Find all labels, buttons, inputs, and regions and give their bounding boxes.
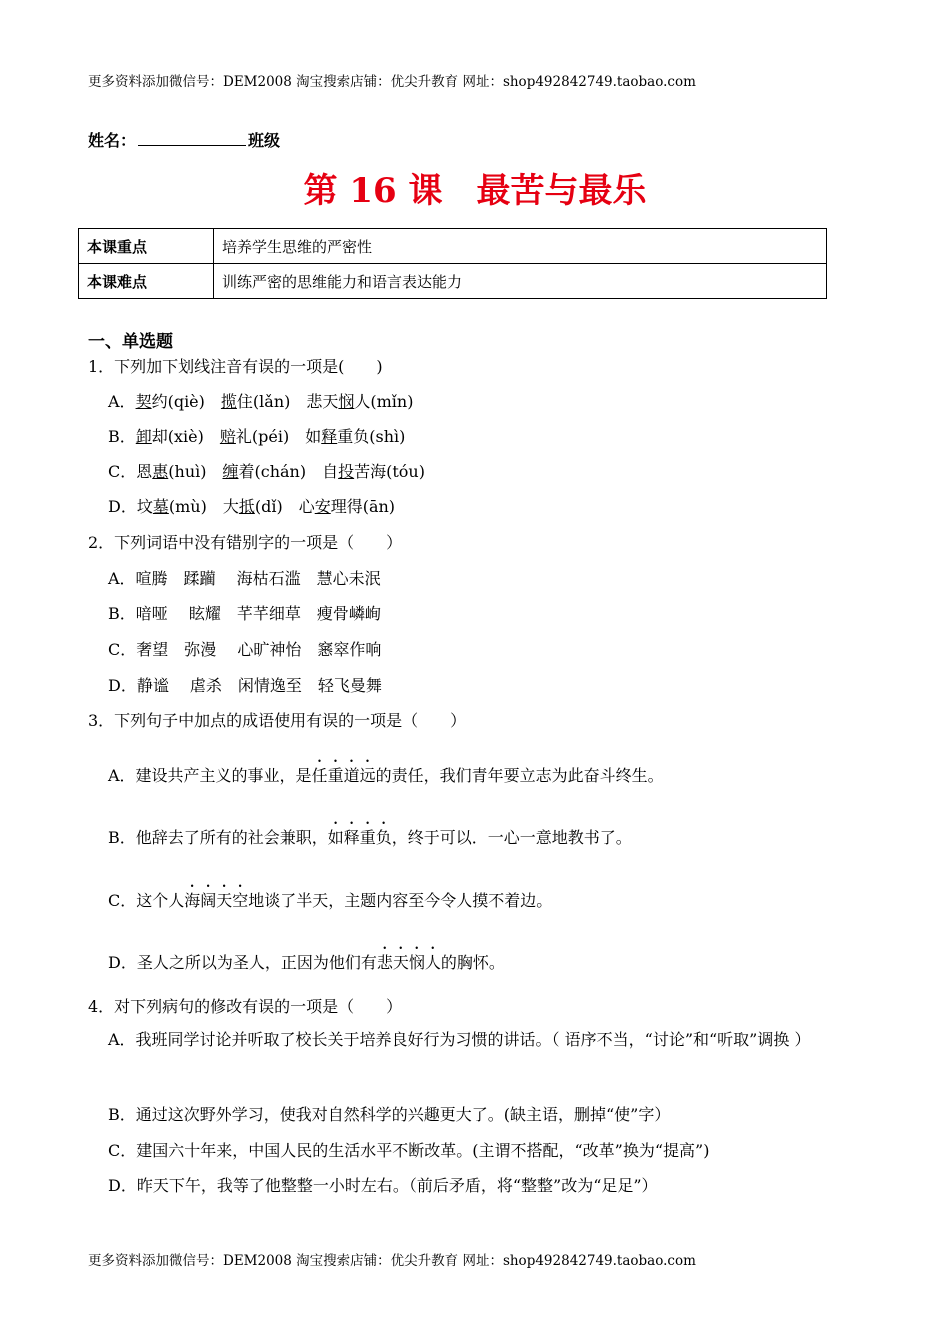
q4-option-b: B．通过这次野外学习，使我对自然科学的兴趣更大了。(缺主语，删掉“使”字） xyxy=(108,1105,671,1124)
name-label: 姓名： xyxy=(88,131,137,150)
name-class-line xyxy=(88,128,280,151)
q4-option-a: A．我班同学讨论并听取了校长关于培养良好行为习惯的讲话。（ 语序不当，“讨论”和“听取”调换 ） xyxy=(108,1030,811,1049)
q1-option-d: D．坟墓(mù) 大抵(dǐ) 心安理得(ān) xyxy=(108,497,396,516)
q4-option-c: C．建国六十年来，中国人民的生活水平不断改革。(主谓不搭配，“改革”换为“提高”) xyxy=(108,1141,710,1160)
key-cell: 本课难点 xyxy=(79,264,214,299)
q2-option-b: B．喑哑 眩耀 芊芊细草 瘦骨嶙峋 xyxy=(108,604,381,623)
q3-option-a: A．建设共产主义的事业，是任重道远的责任，我们青年要立志为此奋斗终生。 xyxy=(108,766,664,785)
question-2-stem: 2．下列词语中没有错别字的一项是（ ） xyxy=(88,533,403,552)
q1-option-c: C．恩惠(huì) 缠着(chán) 自投苦海(tóu) xyxy=(108,462,425,481)
question-3-stem: 3．下列句子中加点的成语使用有误的一项是（ ） xyxy=(88,711,467,730)
q1-option-b: B．卸却(xiè) 赔礼(péi) 如释重负(shì) xyxy=(108,427,406,446)
question-4-stem: 4．对下列病句的修改有误的一项是（ ） xyxy=(88,997,403,1016)
q2-option-a: A．喧腾 蹂躏 海枯石滥 慧心未泯 xyxy=(108,569,381,588)
q3-option-c: C．这个人海阔天空地谈了半天，主题内容至今令人摸不着边。 xyxy=(108,891,553,910)
value-cell: 培养学生思维的严密性 xyxy=(214,229,827,264)
q2-option-d: D．静谧 虐杀 闲情逸至 轻飞曼舞 xyxy=(108,676,382,695)
q4-option-d: D．昨天下午，我等了他整整一小时左右。（前后矛盾，将“整整”改为“足足”） xyxy=(108,1176,658,1195)
section-title: 一、单选题 xyxy=(88,332,173,352)
page-footer: 更多资料添加微信号：DEM2008 淘宝搜索店铺：优尖升教育 网址：shop492842749.taobao.com xyxy=(88,1253,696,1269)
question-1-stem: 1．下列加下划线注音有误的一项是( ) xyxy=(88,357,383,376)
q2-option-c: C．奢望 弥漫 心旷神怡 窸窣作响 xyxy=(108,640,382,659)
q3-option-d: D．圣人之所以为圣人，正因为他们有悲天悯人的胸怀。 xyxy=(108,953,505,972)
key-points-table xyxy=(78,228,827,299)
page-header: 更多资料添加微信号：DEM2008 淘宝搜索店铺：优尖升教育 网址：shop492842749.taobao.com xyxy=(88,74,696,90)
table-row xyxy=(79,229,827,264)
name-blank[interactable] xyxy=(138,131,246,146)
class-label: 班级 xyxy=(248,131,281,150)
value-cell: 训练严密的思维能力和语言表达能力 xyxy=(214,264,827,299)
q3-option-b: B．他辞去了所有的社会兼职，如释重负，终于可以．一心一意地教书了。 xyxy=(108,828,632,847)
table-row xyxy=(79,264,827,299)
lesson-title: 第 16 课 最苦与最乐 xyxy=(303,171,647,211)
q1-option-a: A．契约(qiè) 揽住(lǎn) 悲天悯人(mǐn) xyxy=(108,392,414,411)
key-cell: 本课重点 xyxy=(79,229,214,264)
